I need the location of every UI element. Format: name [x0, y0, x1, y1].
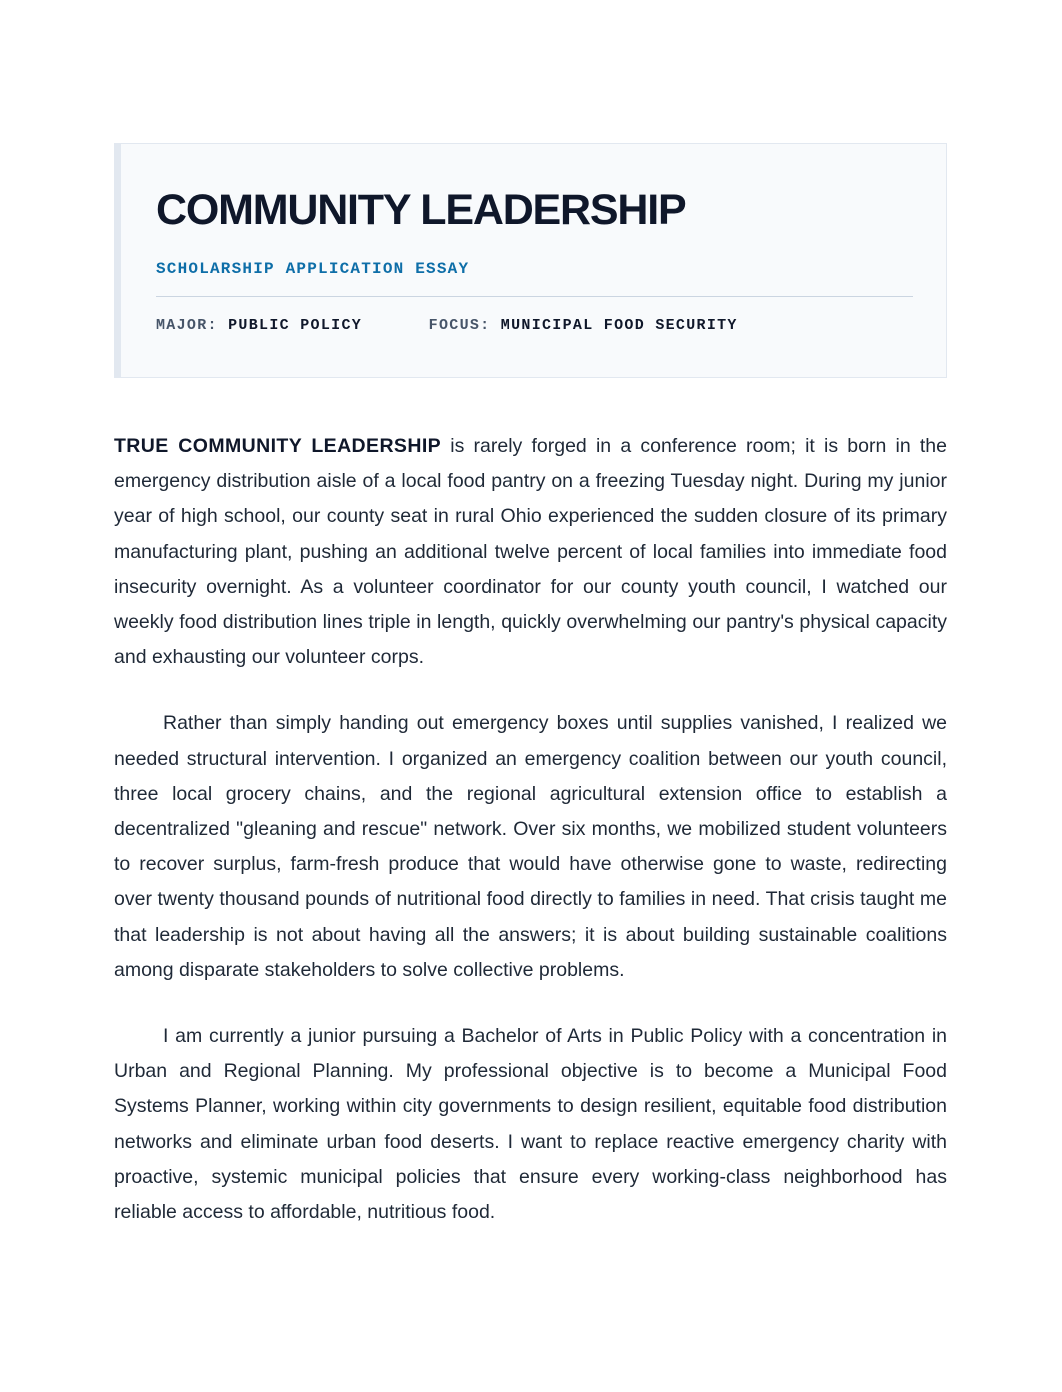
essay-paragraph-1 [114, 429, 947, 675]
essay-page [114, 143, 947, 1230]
essay-paragraph-2: Rather than simply handing out emergency boxes until supplies vanished, I realized we needed structural intervention. I organized an emergency coalition between our youth council, three local grocery chains, and the regional agricultural extension office to establish a decentralized "gleaning and rescue" network. Over six months, we mobilized student volunteers to recover surplus, farm-fresh produce that would have otherwise gone to waste, redirecting over twenty thousand pounds of nutritional food directly to families in need. That crisis taught me that leadership is not about having all the answers; it is about building sustainable coalitions among disparate stakeholders to solve collective problems. [114, 712, 947, 981]
header-card [114, 143, 947, 378]
focus-value: MUNICIPAL FOOD SECURITY [500, 317, 738, 334]
essay-body [114, 429, 947, 1230]
major-label: MAJOR: [156, 317, 218, 334]
header-divider [156, 296, 913, 297]
essay-paragraph-3: I am currently a junior pursuing a Bachelor of Arts in Public Policy with a concentration in Urban and Regional Planning. My professional objective is to become a Municipal Food Systems Planner, working within city governments to design resilient, equitable food distribution networks and eliminate urban food deserts. I want to replace reactive emergency charity with proactive, systemic municipal policies that ensure every working-class neighborhood has reliable access to affordable, nutritious food. [114, 1025, 947, 1224]
essay-title: COMMUNITY LEADERSHIP [156, 186, 686, 234]
major-value: PUBLIC POLICY [228, 317, 363, 334]
essay-subtitle: SCHOLARSHIP APPLICATION ESSAY [156, 260, 470, 278]
focus-label: FOCUS: [428, 317, 491, 334]
lead-phrase: TRUE COMMUNITY LEADERSHIP [114, 435, 442, 457]
paragraph-1-text: is rarely forged in a conference room; it is born in the emergency distribution aisle of a local food pantry on a freezing Tuesday night. During my junior year of high school, our county seat in rural Ohio experienced the sudden closure of its primary manufacturing plant, pushing an additional twelve percent of local families into immediate food insecurity overnight. As a volunteer coordinator for our county youth council, I watched our weekly food distribution lines triple in length, quickly overwhelming our pantry's physical capacity and exhausting our volunteer corps. [114, 435, 947, 669]
meta-row [156, 317, 912, 335]
